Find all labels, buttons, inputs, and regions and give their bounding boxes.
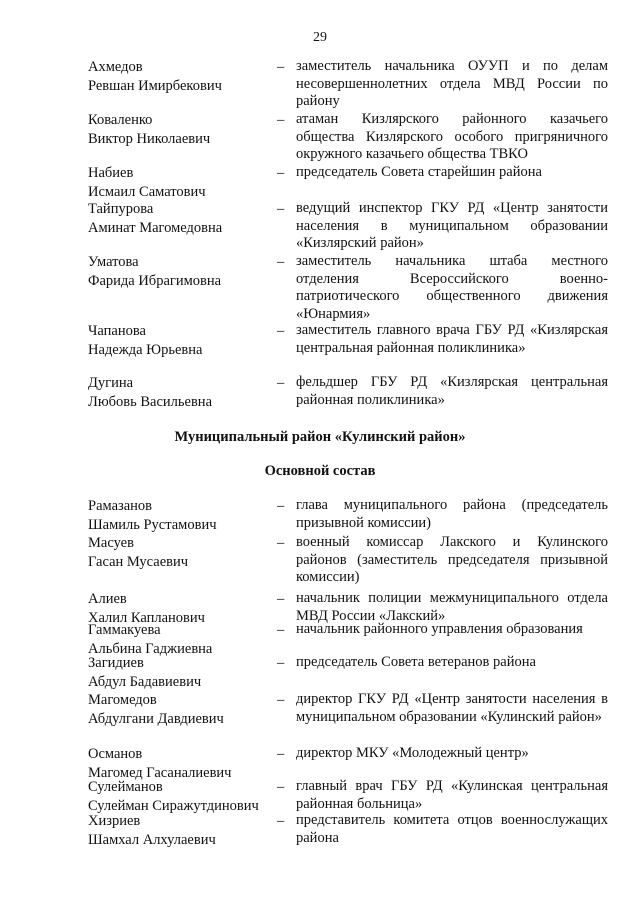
member-given-name: Аминат Магомедовна bbox=[88, 220, 223, 236]
member-role: начальник полиции межмуниципального отдела МВД России «Лакский» bbox=[296, 590, 608, 624]
page-number: 29 bbox=[313, 30, 327, 45]
list-dash: – bbox=[277, 201, 285, 217]
list-dash: – bbox=[277, 622, 285, 638]
member-given-name: Халил Капланович bbox=[88, 610, 205, 626]
subsection-title: Основной состав bbox=[264, 463, 376, 479]
member-surname: Масуев bbox=[88, 535, 134, 551]
member-given-name: Фарида Ибрагимовна bbox=[88, 273, 222, 289]
member-surname: Набиев bbox=[88, 165, 134, 181]
member-role: военный комиссар Лакского и Кулинского районов (заместитель председателя призывной комиссии) bbox=[296, 534, 608, 585]
member-surname: Загидиев bbox=[88, 655, 144, 671]
member-role: заместитель начальника штаба местного отделения Всероссийского военно-патриотического общественного движения «Юнармия» bbox=[296, 253, 608, 322]
member-role: атаман Кизлярского районного казачьего общества Кизлярского особого пригряничного окружного казачьего общества ТВКО bbox=[296, 111, 608, 162]
member-surname: Коваленко bbox=[88, 112, 153, 128]
member-given-name: Надежда Юрьевна bbox=[88, 342, 203, 358]
member-surname: Уматова bbox=[88, 254, 139, 270]
list-dash: – bbox=[277, 779, 285, 795]
list-dash: – bbox=[277, 591, 285, 607]
member-role: заместитель начальника ОУУП и по делам несовершеннолетних отдела МВД России по району bbox=[296, 58, 608, 109]
member-surname: Чапанова bbox=[88, 323, 146, 339]
section-title: Муниципальный район «Кулинский район» bbox=[174, 429, 466, 445]
member-role: директор МКУ «Молодежный центр» bbox=[296, 745, 529, 761]
member-surname: Рамазанов bbox=[88, 498, 153, 514]
member-surname: Магомедов bbox=[88, 692, 157, 708]
list-dash: – bbox=[277, 813, 285, 829]
list-dash: – bbox=[277, 535, 285, 551]
member-given-name: Магомед Гасаналиевич bbox=[88, 765, 232, 781]
member-given-name: Альбина Гаджиевна bbox=[88, 641, 213, 657]
member-given-name: Виктор Николаевич bbox=[88, 131, 211, 147]
member-role: глава муниципального района (председатель призывной комиссии) bbox=[296, 497, 608, 531]
list-dash: – bbox=[277, 655, 285, 671]
member-role: фельдшер ГБУ РД «Кизлярская центральная районная поликлиника» bbox=[296, 374, 608, 408]
member-role: директор ГКУ РД «Центр занятости населения в муниципальном образовании «Кулинский район» bbox=[296, 691, 608, 725]
list-dash: – bbox=[277, 59, 285, 75]
member-role: представитель комитета отцов военнослужащих района bbox=[296, 812, 608, 846]
list-dash: – bbox=[277, 112, 285, 128]
member-role: заместитель главного врача ГБУ РД «Кизлярская центральная районная поликлиника» bbox=[296, 322, 608, 356]
member-given-name: Шамхал Алхулаевич bbox=[88, 832, 216, 848]
member-surname: Османов bbox=[88, 746, 143, 762]
member-given-name: Шамиль Рустамович bbox=[88, 517, 217, 533]
list-dash: – bbox=[277, 498, 285, 514]
member-surname: Сулейманов bbox=[88, 779, 163, 795]
list-dash: – bbox=[277, 746, 285, 762]
list-dash: – bbox=[277, 254, 285, 270]
member-surname: Хизриев bbox=[88, 813, 141, 829]
member-given-name: Абдул Бадавиевич bbox=[88, 674, 202, 690]
member-given-name: Гасан Мусаевич bbox=[88, 554, 189, 570]
member-role: начальник районного управления образования bbox=[296, 621, 583, 637]
member-surname: Тайпурова bbox=[88, 201, 154, 217]
member-role: ведущий инспектор ГКУ РД «Центр занятости населения в муниципальном образовании «Кизлярский район» bbox=[296, 200, 608, 251]
member-given-name: Ревшан Имирбекович bbox=[88, 78, 222, 94]
member-given-name: Исмаил Саматович bbox=[88, 184, 206, 200]
member-role: главный врач ГБУ РД «Кулинская центральная районная больница» bbox=[296, 778, 608, 812]
member-given-name: Абдулгани Давдиевич bbox=[88, 711, 224, 727]
member-given-name: Любовь Васильевна bbox=[88, 394, 213, 410]
member-surname: Гаммакуева bbox=[88, 622, 161, 638]
list-dash: – bbox=[277, 323, 285, 339]
list-dash: – bbox=[277, 692, 285, 708]
member-role: председатель Совета ветеранов района bbox=[296, 654, 536, 670]
member-surname: Алиев bbox=[88, 591, 127, 607]
member-surname: Ахмедов bbox=[88, 59, 143, 75]
list-dash: – bbox=[277, 165, 285, 181]
list-dash: – bbox=[277, 375, 285, 391]
member-given-name: Сулейман Сиражутдинович bbox=[88, 798, 259, 814]
member-surname: Дугина bbox=[88, 375, 134, 391]
member-role: председатель Совета старейшин района bbox=[296, 164, 542, 180]
